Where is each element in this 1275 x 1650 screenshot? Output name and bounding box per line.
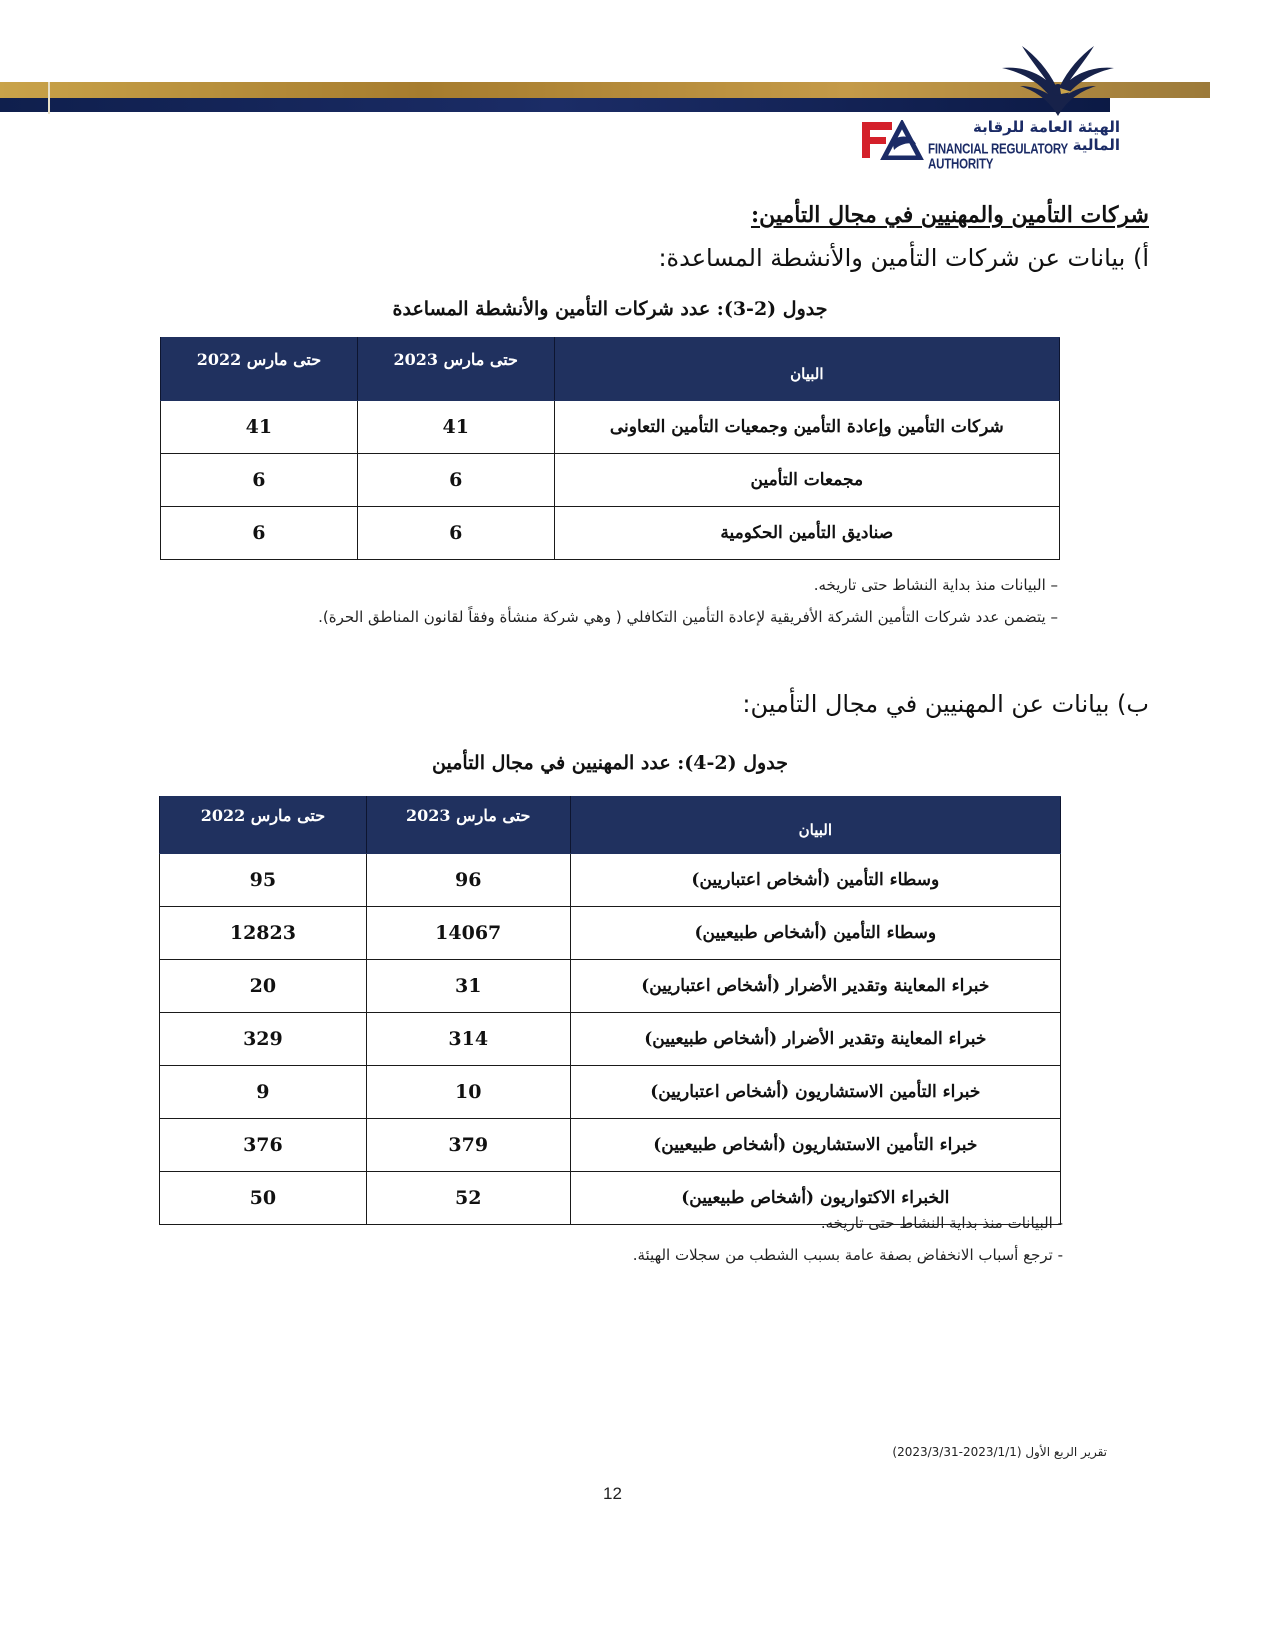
value-2023: 52 bbox=[366, 1172, 570, 1225]
column-header-2022: حتى مارس 2022 bbox=[160, 797, 367, 854]
table-row bbox=[160, 1119, 1061, 1172]
row-label: خبراء المعاينة وتقدير الأضرار (أشخاص طبيعيين) bbox=[570, 1013, 1060, 1066]
org-name-english: FINANCIAL REGULATORY AUTHORITY bbox=[928, 142, 1068, 172]
table1-caption: جدول (2-3): عدد شركات التأمين والأنشطة المساعدة bbox=[392, 298, 828, 320]
value-2023: 379 bbox=[366, 1119, 570, 1172]
table-row bbox=[160, 854, 1061, 907]
row-label: وسطاء التأمين (أشخاص طبيعيين) bbox=[570, 907, 1060, 960]
note-item: - ترجع أسباب الانخفاض بصفة عامة بسبب الشطب من سجلات الهيئة. bbox=[632, 1246, 1063, 1264]
value-2022: 20 bbox=[160, 960, 367, 1013]
row-label: وسطاء التأمين (أشخاص اعتباريين) bbox=[570, 854, 1060, 907]
table-row bbox=[161, 454, 1060, 507]
table-header-row bbox=[160, 797, 1061, 854]
value-2023: 6 bbox=[357, 507, 554, 560]
value-2023: 14067 bbox=[366, 907, 570, 960]
table2-caption: جدول (2-4): عدد المهنيين في مجال التأمين bbox=[432, 752, 788, 774]
value-2023: 10 bbox=[366, 1066, 570, 1119]
table-row bbox=[160, 907, 1061, 960]
column-header-2023: حتى مارس 2023 bbox=[366, 797, 570, 854]
row-label: مجمعات التأمين bbox=[554, 454, 1059, 507]
value-2022: 95 bbox=[160, 854, 367, 907]
subsection-a-title: أ) بيانات عن شركات التأمين والأنشطة المساعدة: bbox=[658, 244, 1149, 272]
value-2022: 12823 bbox=[160, 907, 367, 960]
section-title: شركات التأمين والمهنيين في مجال التأمين: bbox=[750, 202, 1149, 228]
table-row bbox=[160, 1013, 1061, 1066]
column-header-2022: حتى مارس 2022 bbox=[161, 338, 358, 401]
header-divider bbox=[48, 82, 50, 114]
value-2023: 314 bbox=[366, 1013, 570, 1066]
insurance-companies-table bbox=[160, 337, 1060, 560]
table-row bbox=[161, 507, 1060, 560]
fra-emblem-icon bbox=[862, 120, 932, 160]
row-label: صناديق التأمين الحكومية bbox=[554, 507, 1059, 560]
value-2022: 9 bbox=[160, 1066, 367, 1119]
table-row bbox=[160, 960, 1061, 1013]
value-2023: 6 bbox=[357, 454, 554, 507]
insurance-professionals-table bbox=[159, 796, 1061, 1225]
row-label: خبراء التأمين الاستشاريون (أشخاص اعتباريين) bbox=[570, 1066, 1060, 1119]
note-item: - البيانات منذ بداية النشاط حتى تاريخه. bbox=[820, 1214, 1063, 1232]
value-2022: 6 bbox=[161, 507, 358, 560]
table-row bbox=[160, 1066, 1061, 1119]
page-number: 12 bbox=[603, 1484, 622, 1503]
row-label: خبراء المعاينة وتقدير الأضرار (أشخاص اعتباريين) bbox=[570, 960, 1060, 1013]
fra-logo bbox=[858, 46, 1126, 172]
note-item: – البيانات منذ بداية النشاط حتى تاريخه. bbox=[813, 576, 1058, 594]
column-header-item: البيان bbox=[554, 338, 1059, 401]
column-header-2023: حتى مارس 2023 bbox=[357, 338, 554, 401]
value-2022: 329 bbox=[160, 1013, 367, 1066]
note-item: – يتضمن عدد شركات التأمين الشركة الأفريقية لإعادة التأمين التكافلي ( وهي شركة منشأة وفقاً لقانون المناطق الحرة). bbox=[318, 608, 1058, 626]
column-header-item: البيان bbox=[570, 797, 1060, 854]
value-2022: 376 bbox=[160, 1119, 367, 1172]
table-row bbox=[161, 401, 1060, 454]
org-name-arabic: الهيئة العامة للرقابة المالية bbox=[973, 118, 1120, 154]
value-2023: 41 bbox=[357, 401, 554, 454]
table2-notes bbox=[633, 1214, 1063, 1278]
value-2022: 50 bbox=[160, 1172, 367, 1225]
value-2023: 31 bbox=[366, 960, 570, 1013]
row-label: شركات التأمين وإعادة التأمين وجمعيات التأمين التعاونى bbox=[554, 401, 1059, 454]
eagle-icon bbox=[998, 46, 1118, 118]
subsection-b-title: ب) بيانات عن المهنيين في مجال التأمين: bbox=[742, 690, 1149, 718]
value-2022: 41 bbox=[161, 401, 358, 454]
table-header-row bbox=[161, 338, 1060, 401]
value-2023: 96 bbox=[366, 854, 570, 907]
row-label: الخبراء الاكتواريون (أشخاص طبيعيين) bbox=[570, 1172, 1060, 1225]
table1-notes bbox=[318, 576, 1058, 640]
row-label: خبراء التأمين الاستشاريون (أشخاص طبيعيين) bbox=[570, 1119, 1060, 1172]
value-2022: 6 bbox=[161, 454, 358, 507]
report-period-footer: تقرير الربع الأول (2023/1/1-2023/3/31) bbox=[892, 1445, 1107, 1459]
